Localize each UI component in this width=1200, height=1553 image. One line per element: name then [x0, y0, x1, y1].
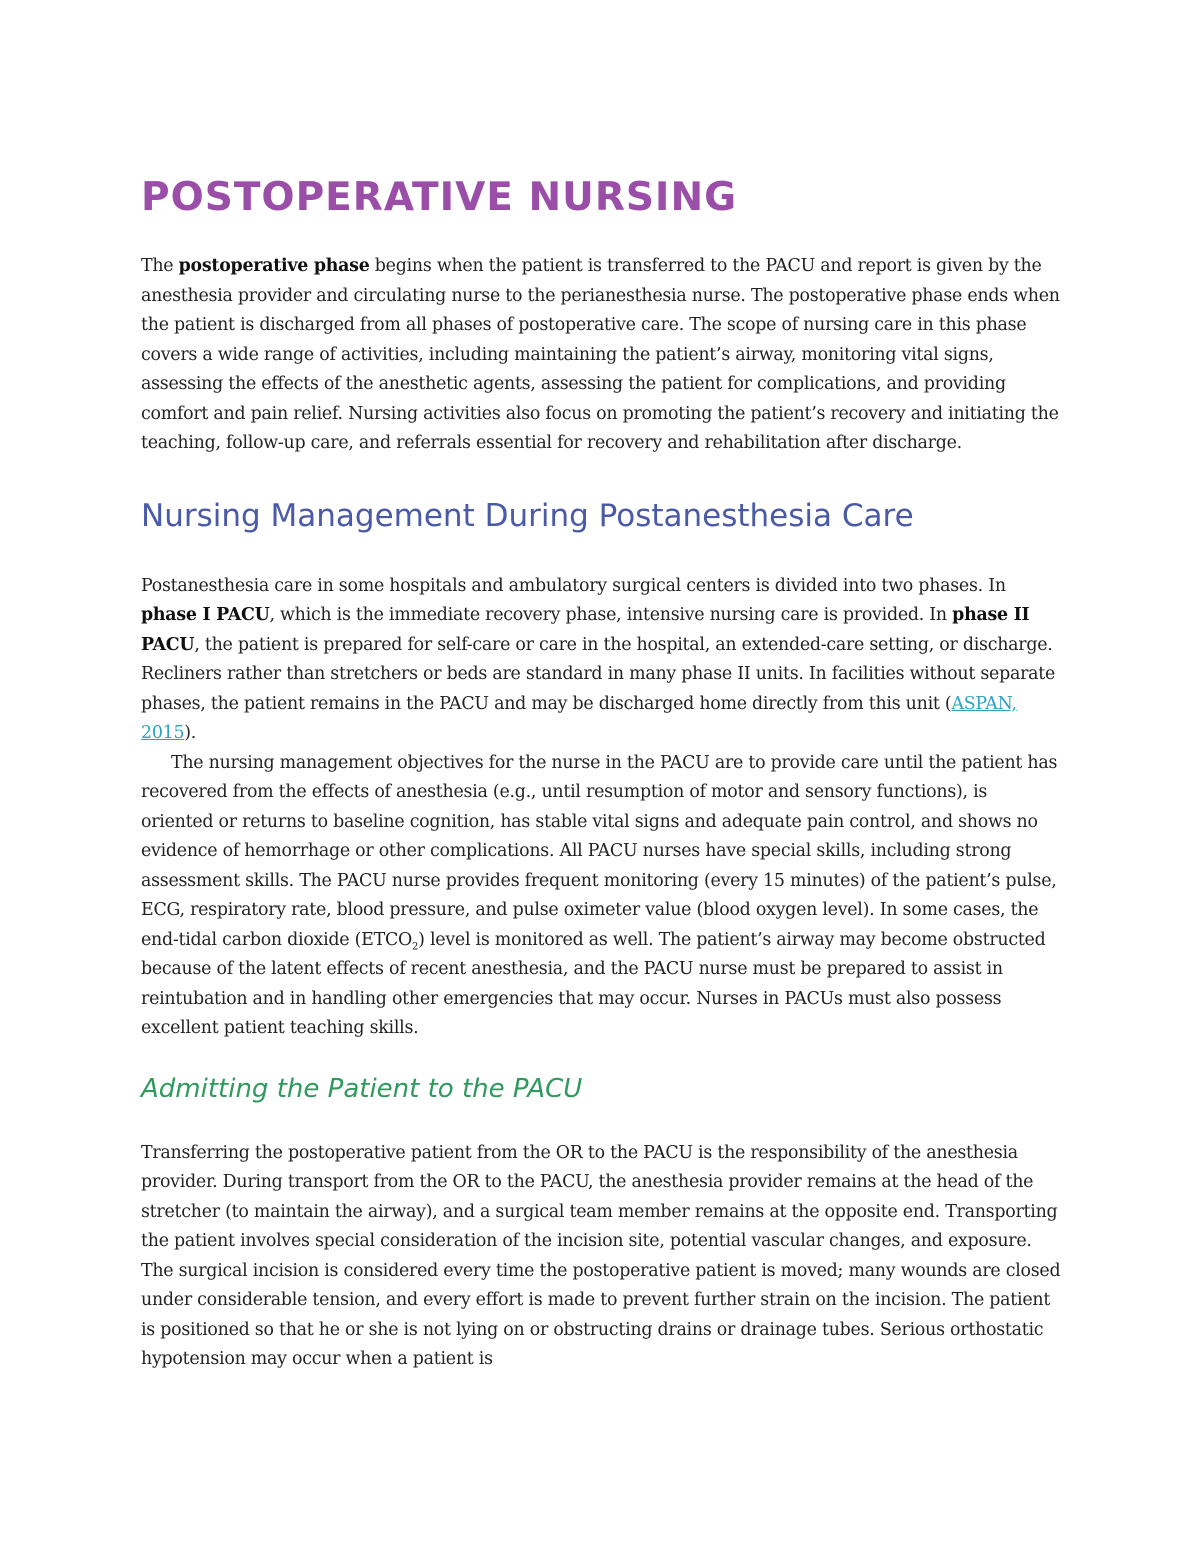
phases-text-1: Postanesthesia care in some hospitals and ambulatory surgical centers is divided into two phases. In [141, 575, 1006, 596]
term-phase-i-pacu: phase I PACU [141, 605, 270, 625]
intro-text-2: begins when the patient is transferred to the PACU and report is given by the anesthesia provider and circulating nurse to the perianesthesia nurse. The postoperative phase ends when the patient is discharged from all phases of postoperative care. The scope of nursing care in this phase covers a wide range of activities, including maintaining the patient’s airway, monitoring vital signs, assessing the effects of the anesthetic agents, assessing the patient for complications, and providing comfort and pain relief. Nursing activities also focus on promoting the patient’s recovery and initiating the teaching, follow-up care, and referrals essential for recovery and rehabilitation after discharge. [141, 256, 1060, 453]
phases-text-2: , which is the immediate recovery phase, intensive nursing care is provided. In [269, 605, 953, 625]
term-postoperative-phase: postoperative phase [178, 256, 370, 276]
objectives-paragraph [141, 749, 1061, 1044]
intro-paragraph [141, 252, 1061, 459]
section-heading-nursing-management: Nursing Management During Postanesthesia Care [141, 497, 914, 534]
admitting-paragraph: Transferring the postoperative patient from the OR to the PACU is the responsibility of the anesthesia provider. During transport from the OR to the PACU, the anesthesia provider remains at the head of the stretcher (to maintain the airway), and a surgical team member remains at the opposite end. Transporting the patient involves special consideration of the incision site, potential vascular changes, and exposure. The surgical incision is considered every time the postoperative patient is moved; many wounds are closed under considerable tension, and every effort is made to prevent further strain on the incision. The patient is positioned so that he or she is not lying on or obstructing drains or drainage tubes. Serious orthostatic hypotension may occur when a patient is [141, 1142, 1061, 1369]
phases-text-4: ). [184, 723, 197, 743]
objectives-text-2: ) level is monitored as well. The patient’s airway may become obstructed because of the latent effects of recent anesthesia, and the PACU nurse must be prepared to assist in reintubation and in handling other emergencies that may occur. Nurses in PACUs must also possess excellent patient teaching skills. [141, 929, 1046, 1038]
subsection-heading-admitting: Admitting the Patient to the PACU [141, 1073, 583, 1104]
phases-paragraph [141, 572, 1061, 749]
document-page [141, 168, 1061, 1375]
intro-text-1: The [141, 256, 179, 276]
objectives-text-1: The nursing management objectives for the nurse in the PACU are to provide care until the patient has recovered from the effects of anesthesia (e.g., until resumption of motor and sensory functions), is oriented or returns to baseline cognition, has stable vital signs and adequate pain control, and shows no evidence of hemorrhage or other complications. All PACU nurses have special skills, including strong assessment skills. The PACU nurse provides frequent monitoring (every 15 minutes) of the patient’s pulse, ECG, respiratory rate, blood pressure, and pulse oximeter value (blood oxygen level). In some cases, the end-tidal carbon dioxide (ETCO [141, 752, 1058, 950]
page-title: POSTOPERATIVE NURSING [141, 175, 738, 220]
citation-link-aspan[interactable]: ASPAN, 2015 [141, 693, 1017, 743]
subscript-2: 2 [412, 940, 419, 952]
phases-text-3: , the patient is prepared for self-care or care in the hospital, an extended-care setting, or discharge. Recliners rather than stretchers or beds are standard in many phase II units. In facilities without separate phases, the patient remains in the PACU and may be discharged home directly from this unit ( [141, 634, 1056, 714]
term-phase-ii-pacu: phase II PACU [141, 605, 1030, 655]
